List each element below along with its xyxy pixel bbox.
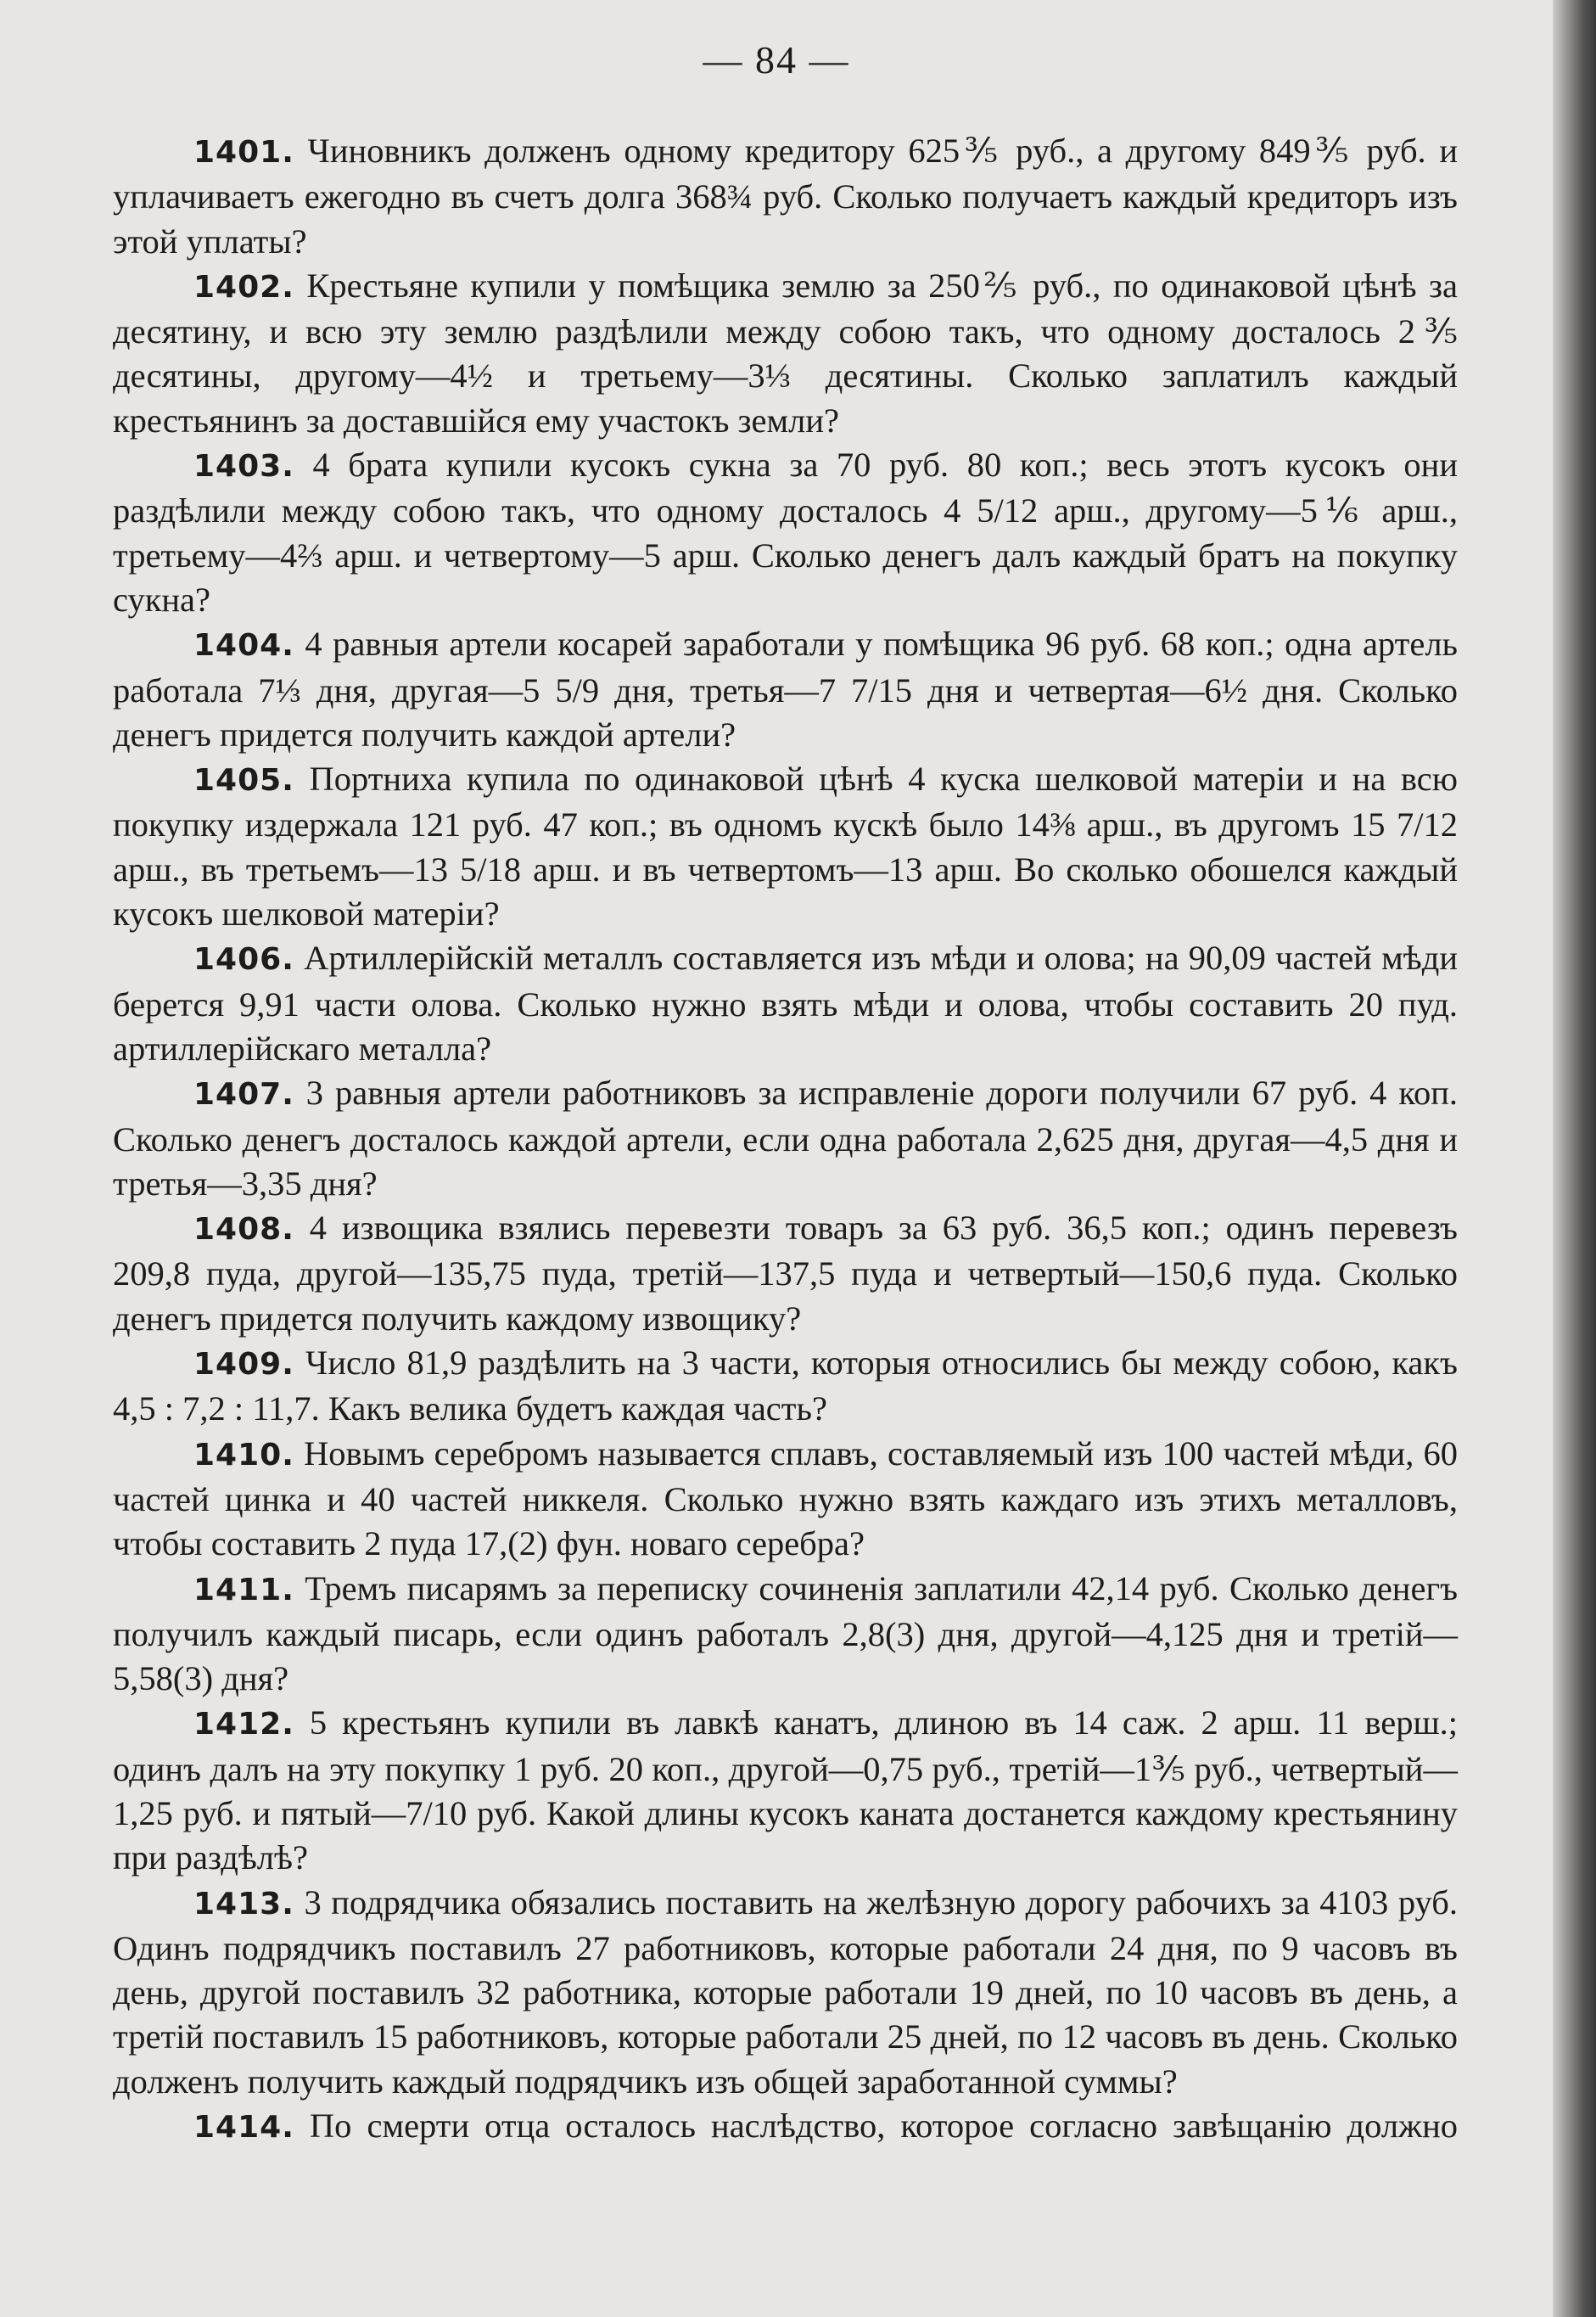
problem-text: 3 подрядчика обязались поставить на желѣзную дорогу рабочихъ за 4103 руб. Одинъ подрядчикъ поставилъ 27 работниковъ, которые работали 24 дня, по 9 часовъ въ день, другой поставилъ 32 работника, которые работали 19 дней, по 10 часовъ въ день, а третій поставилъ 15 работниковъ, которые работали 25 дней, по 12 часовъ въ день. Сколько долженъ получить каждый подрядчикъ изъ общей заработанной суммы? — [113, 1882, 1458, 2101]
problem-number: 1402. — [193, 269, 294, 305]
problem-1404 — [113, 622, 1458, 757]
problem-number: 1411. — [193, 1572, 294, 1607]
problem-number: 1401. — [193, 135, 294, 170]
problem-1405 — [113, 757, 1458, 936]
problem-text: Артиллерійскій металлъ составляется изъ мѣди и олова; на 90,09 частей мѣди берется 9,91 части олова. Сколько нужно взять мѣди и олова, чтобы составить 20 пуд. артиллерійскаго металла? — [113, 939, 1458, 1068]
problem-1402 — [113, 264, 1458, 443]
problem-number: 1412. — [193, 1707, 294, 1742]
problem-1409 — [113, 1341, 1458, 1432]
problem-number: 1413. — [193, 1886, 294, 1921]
problem-number: 1407. — [193, 1077, 294, 1113]
problem-1407 — [113, 1071, 1458, 1206]
page-number: — 84 — — [703, 38, 850, 81]
problem-number: 1414. — [193, 2110, 294, 2146]
problem-list — [113, 129, 1458, 2150]
problem-1414 — [113, 2104, 1458, 2150]
problem-text: 4 брата купили кусокъ сукна за 70 руб. 80 коп.; весь этотъ кусокъ они раздѣлили между собою такъ, что одному досталось 4 5/12 арш., другому—5⅙ арш., третьему—4⅔ арш. и четвертому—5 арш. Сколько денегъ далъ каждый братъ на покупку сукна? — [113, 446, 1459, 619]
problem-number: 1410. — [193, 1437, 294, 1473]
problem-1411 — [113, 1567, 1458, 1702]
problem-number: 1406. — [193, 942, 294, 978]
problem-text: Тремъ писарямъ за переписку сочиненія заплатили 42,14 руб. Сколько денегъ получилъ каждый писарь, если одинъ работалъ 2,8(3) дня, другой—4,125 дня и третій—5,58(3) дня? — [113, 1568, 1459, 1698]
problem-text: По смерти отца осталось наслѣдство, которое согласно завѣщанію должно — [309, 2107, 1458, 2146]
problem-text: 4 равныя артели косарей заработали у помѣщика 96 руб. 68 коп.; одна артель работала 7⅓ дня, другая—5 5/9 дня, третья—7 7/15 дня и четвертая—6½ дня. Сколько денегъ придется получить каждой артели? — [113, 625, 1458, 754]
problem-text: 5 крестьянъ купили въ лавкѣ канатъ, длиною въ 14 саж. 2 арш. 11 верш.; одинъ далъ на эту покупку 1 руб. 20 коп., другой—0,75 руб., третій—1⅗ руб., четвертый—1,25 руб. и пятый—7/10 руб. Какой длины кусокъ каната достанется каждому крестьянину при раздѣлѣ? — [113, 1703, 1459, 1877]
problem-1413 — [113, 1881, 1458, 2104]
page-edge-shadow — [1553, 0, 1596, 2317]
problem-text: Чиновникъ долженъ одному кредитору 625⅗ руб., а другому 849⅗ руб. и уплачиваетъ ежегодно въ счетъ долга 368¾ руб. Сколько получаетъ каждый кредиторъ изъ этой уплаты? — [113, 132, 1459, 261]
problem-1401 — [113, 129, 1458, 264]
problem-text: Новымъ серебромъ называется сплавъ, составляемый изъ 100 частей мѣди, 60 частей цинка и 40 частей никкеля. Сколько нужно взять каждаго изъ этихъ металловъ, чтобы составить 2 пуда 17,(2) фун. новаго серебра? — [113, 1433, 1459, 1563]
problem-number: 1405. — [193, 763, 294, 799]
problem-text: 3 равныя артели работниковъ за исправленіе дороги получили 67 руб. 4 коп. Сколько денегъ досталось каждой артели, если одна работала 2,625 дня, другая—4,5 дня и третья—3,35 дня? — [113, 1074, 1458, 1203]
problem-text: Крестьяне купили у помѣщика землю за 250⅖ руб., по одинаковой цѣнѣ за десятину, и всю эту землю раздѣлили между собою такъ, что одному досталось 2⅗ десятины, другому—4½ и третьему—3⅓ десятины. Сколько заплатилъ каждый крестьянинъ за доставшійся ему участокъ земли? — [113, 266, 1458, 440]
problem-1412 — [113, 1701, 1458, 1880]
problem-number: 1403. — [193, 449, 294, 485]
problem-1406 — [113, 936, 1458, 1071]
problem-text: 4 извощика взялись перевезти товаръ за 63 руб. 36,5 коп.; одинъ перевезъ 209,8 пуда, другой—135,75 пуда, третій—137,5 пуда и четвертый—150,6 пуда. Сколько денегъ придется получить каждому извощику? — [113, 1209, 1458, 1338]
problem-number: 1409. — [193, 1347, 294, 1383]
problem-text: Число 81,9 раздѣлить на 3 части, которыя относились бы между собою, какъ 4,5 : 7,2 : 11,7. Какъ велика будетъ каждая часть? — [113, 1344, 1459, 1428]
problem-1410 — [113, 1432, 1458, 1567]
problem-1403 — [113, 443, 1458, 622]
problem-number: 1408. — [193, 1212, 294, 1248]
problem-number: 1404. — [193, 628, 294, 664]
problem-1408 — [113, 1206, 1458, 1341]
problem-text: Портниха купила по одинаковой цѣнѣ 4 куска шелковой матеріи и на всю покупку издержала 121 руб. 47 коп.; въ одномъ кускѣ было 14⅜ арш., въ другомъ 15 7/12 арш., въ третьемъ—13 5/18 арш. и въ четвертомъ—13 арш. Во сколько обошелся каждый кусокъ шелковой матеріи? — [113, 760, 1459, 934]
